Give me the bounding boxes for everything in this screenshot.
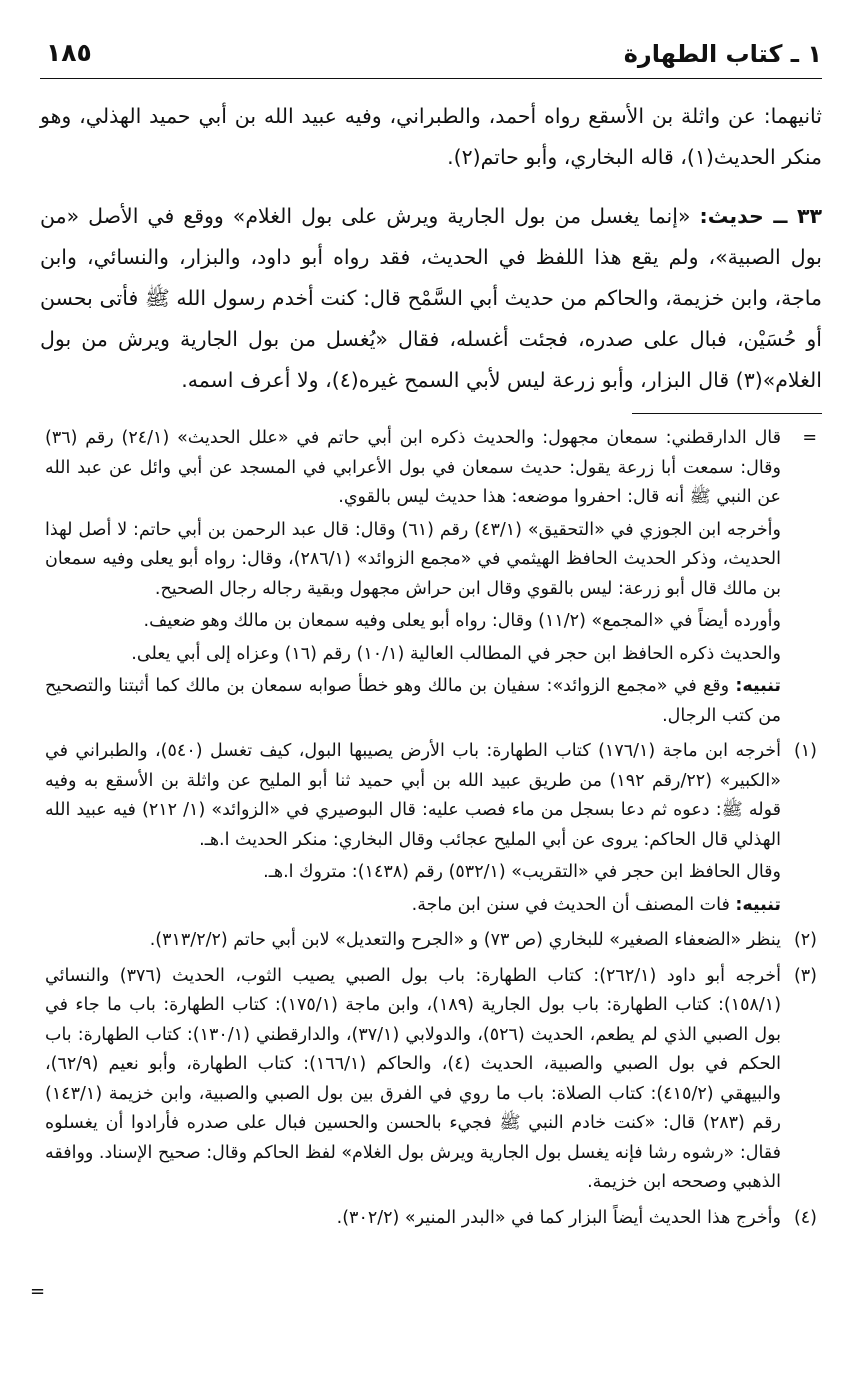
footnote-paragraph: وأخرجه ابن الجوزي في «التحقيق» (٤٣/١) رقم (٦١) وقال: قال عبد الرحمن بن أبي حاتم: لا أصل لهذا الحديث، وذكر الحديث الحافظ الهيثمي في «مجمع الزوائد» (٢٨٦/١)، وقال: رواه أبو يعلى وفيه سمعان بن مالك قال أبو زرعة: ليس بالقوي وقال ابن حراش مجهول وبقية رجاله رجال الصحيح.	[45, 519, 781, 599]
footnote-paragraph: ينظر «الضعفاء الصغير» للبخاري (ص ٧٣) و «الجرح والتعديل» لابن أبي حاتم (٣١٣/٢/٢).	[149, 930, 781, 950]
footnote-paragraph: والحديث ذكره الحافظ ابن حجر في المطالب العالية (١٠/١) رقم (١٦) وعزاه إلى أبي يعلى.	[131, 643, 781, 664]
footnote-paragraph: وقال الحافظ ابن حجر في «التقريب» (٥٣٢/١) رقم (١٤٣٨): متروك ا.هـ.	[263, 862, 781, 882]
note-label: تنبيه:	[735, 676, 781, 696]
footnote-number: (٤)	[793, 1207, 817, 1228]
main-text	[40, 96, 822, 401]
footnote-number: (٢)	[793, 930, 817, 950]
page-header	[40, 32, 822, 79]
footnote-3	[45, 962, 817, 1198]
footnote-1	[45, 737, 817, 920]
note-label: تنبيه:	[735, 894, 781, 915]
paragraph-hadith-33	[40, 196, 822, 401]
continuation-marker: =	[802, 428, 817, 448]
footnote-paragraph: أخرجه أبو داود (٢٦٢/١): كتاب الطهارة: باب بول الصبي يصيب الثوب، الحديث (٣٧٦) والنسائي (١٥٨/١): كتاب الطهارة: باب بول الجارية (١٨٩)، وابن ماجة (١٧٥/١): كتاب الطهارة: باب ما جاء في بول الصبي الذي لم يطعم، الحديث (٥٢٦)، والدولابي (٣٧/١)، والدارقطني (١٣٠/١): كتاب الطهارة: باب الحكم في بول الصبي والصبية، الحديث (٤)، والحاكم (١٦٦/١): كتاب الطهارة، وأبو نعيم (٦٢/٩)، والبيهقي (٤١٥/٢): كتاب الصلاة: باب ما روي في الفرق بين بول الصبي والصبية، وابن خزيمة (١٤٣/١) رقم (٢٨٣) قال: «كنت خادم النبي ﷺ فجيء بالحسن والحسين فبال على صدره فأرادوا أن يغسلوه فقال: «رشوه رشا فإنه يغسل بول الجارية ويرش بول الغلام» لفظ الحاكم وقال: صحيح الإسناد. ووافقه الذهبي وصححه ابن خزيمة.	[45, 965, 782, 1192]
footnote-paragraph: وأورده أيضاً في «المجمع» (١١/٢) وقال: رواه أبو يعلى وفيه سمعان بن مالك وهو ضعيف.	[143, 611, 781, 631]
footnote-number: (٣)	[793, 965, 817, 986]
footnote-paragraph: أخرجه ابن ماجة (١٧٦/١) كتاب الطهارة: باب الأرض يصيبها البول، كيف تغسل (٥٤٠)، والطبراني في «الكبير» (٢٢/رقم ١٩٢) من طريق عبيد الله بن أبي حميد ثنا أبو المليح عن واثلة بن الأسقع به وفيه قوله ﷺ: دعوه ثم دعا بسجل من ماء فصب عليه: قال البوصيري في «الزوائد» (١/ ٢١٢) فيه عبيد الله الهذلي قال الحاكم: يروى عن أبي المليح عجائب وقال البخاري: منكر الحديث ا.هـ.	[45, 741, 781, 850]
note-text: فات المصنف أن الحديث في سنن ابن ماجة.	[411, 894, 736, 915]
footnote-2	[45, 926, 817, 956]
footnote-paragraph: وأخرج هذا الحديث أيضاً البزار كما في «البدر المنير» (٣٠٢/٢).	[336, 1207, 781, 1228]
chapter-title: ١ ـ كتاب الطهارة	[623, 40, 822, 68]
footnote-number: (١)	[793, 741, 817, 761]
continuation-mark: =	[30, 1281, 46, 1302]
footnote-continuation	[45, 424, 817, 731]
note-text: وقع في «مجمع الزوائد»: سفيان بن مالك وهو خطأ صوابه سمعان بن مالك كما أثبتنا والتصحيح من كتب الرجال.	[45, 676, 781, 726]
paragraph-first: ثانيهما: عن واثلة بن الأسقع رواه أحمد، والطبراني، وفيه عبيد الله بن أبي حميد الهذلي، وهو منكر الحديث(١)، قاله البخاري، وأبو حاتم(٢).	[40, 104, 822, 169]
hadith-text: «إنما يغسل من بول الجارية ويرش على بول الغلام» ووقع في الأصل «من بول الصبية»، ولم يقع هذا اللفظ في الحديث، فقد رواه أبو داود، والبزار، والنسائي، وابن ماجة، وابن خزيمة، والحاكم من حديث أبي السَّمْح قال: كنت أخدم رسول الله ﷺ فأتى بحسن أو حُسَيْن، فبال على صدره، فجئت أغسله، فقال «يُغسل من بول الجارية ويرش من بول الغلام»(٣) قال البزار، وأبو زرعة ليس لأبي السمح غيره(٤)، ولا أعرف اسمه.	[40, 204, 822, 392]
footnotes	[45, 424, 817, 1233]
hadith-number-label: ٣٣ ــ حديث:	[699, 204, 822, 228]
footnote-4	[45, 1204, 817, 1234]
footnote-separator	[632, 413, 822, 414]
page-number: ١٨٥	[46, 38, 92, 67]
footnote-note	[45, 672, 781, 731]
footnote-paragraph: قال الدارقطني: سمعان مجهول: والحديث ذكره ابن أبي حاتم في «علل الحديث» (٢٤/١) رقم (٣٦) وقال: سمعت أبا زرعة يقول: حديث سمعان في بول الأعرابي في المسجد عن أبي وائل عن عبد الله عن النبي ﷺ أنه قال: احفروا موضعه: هذا حديث ليس بالقوي.	[45, 428, 781, 507]
footnote-note	[45, 891, 781, 921]
